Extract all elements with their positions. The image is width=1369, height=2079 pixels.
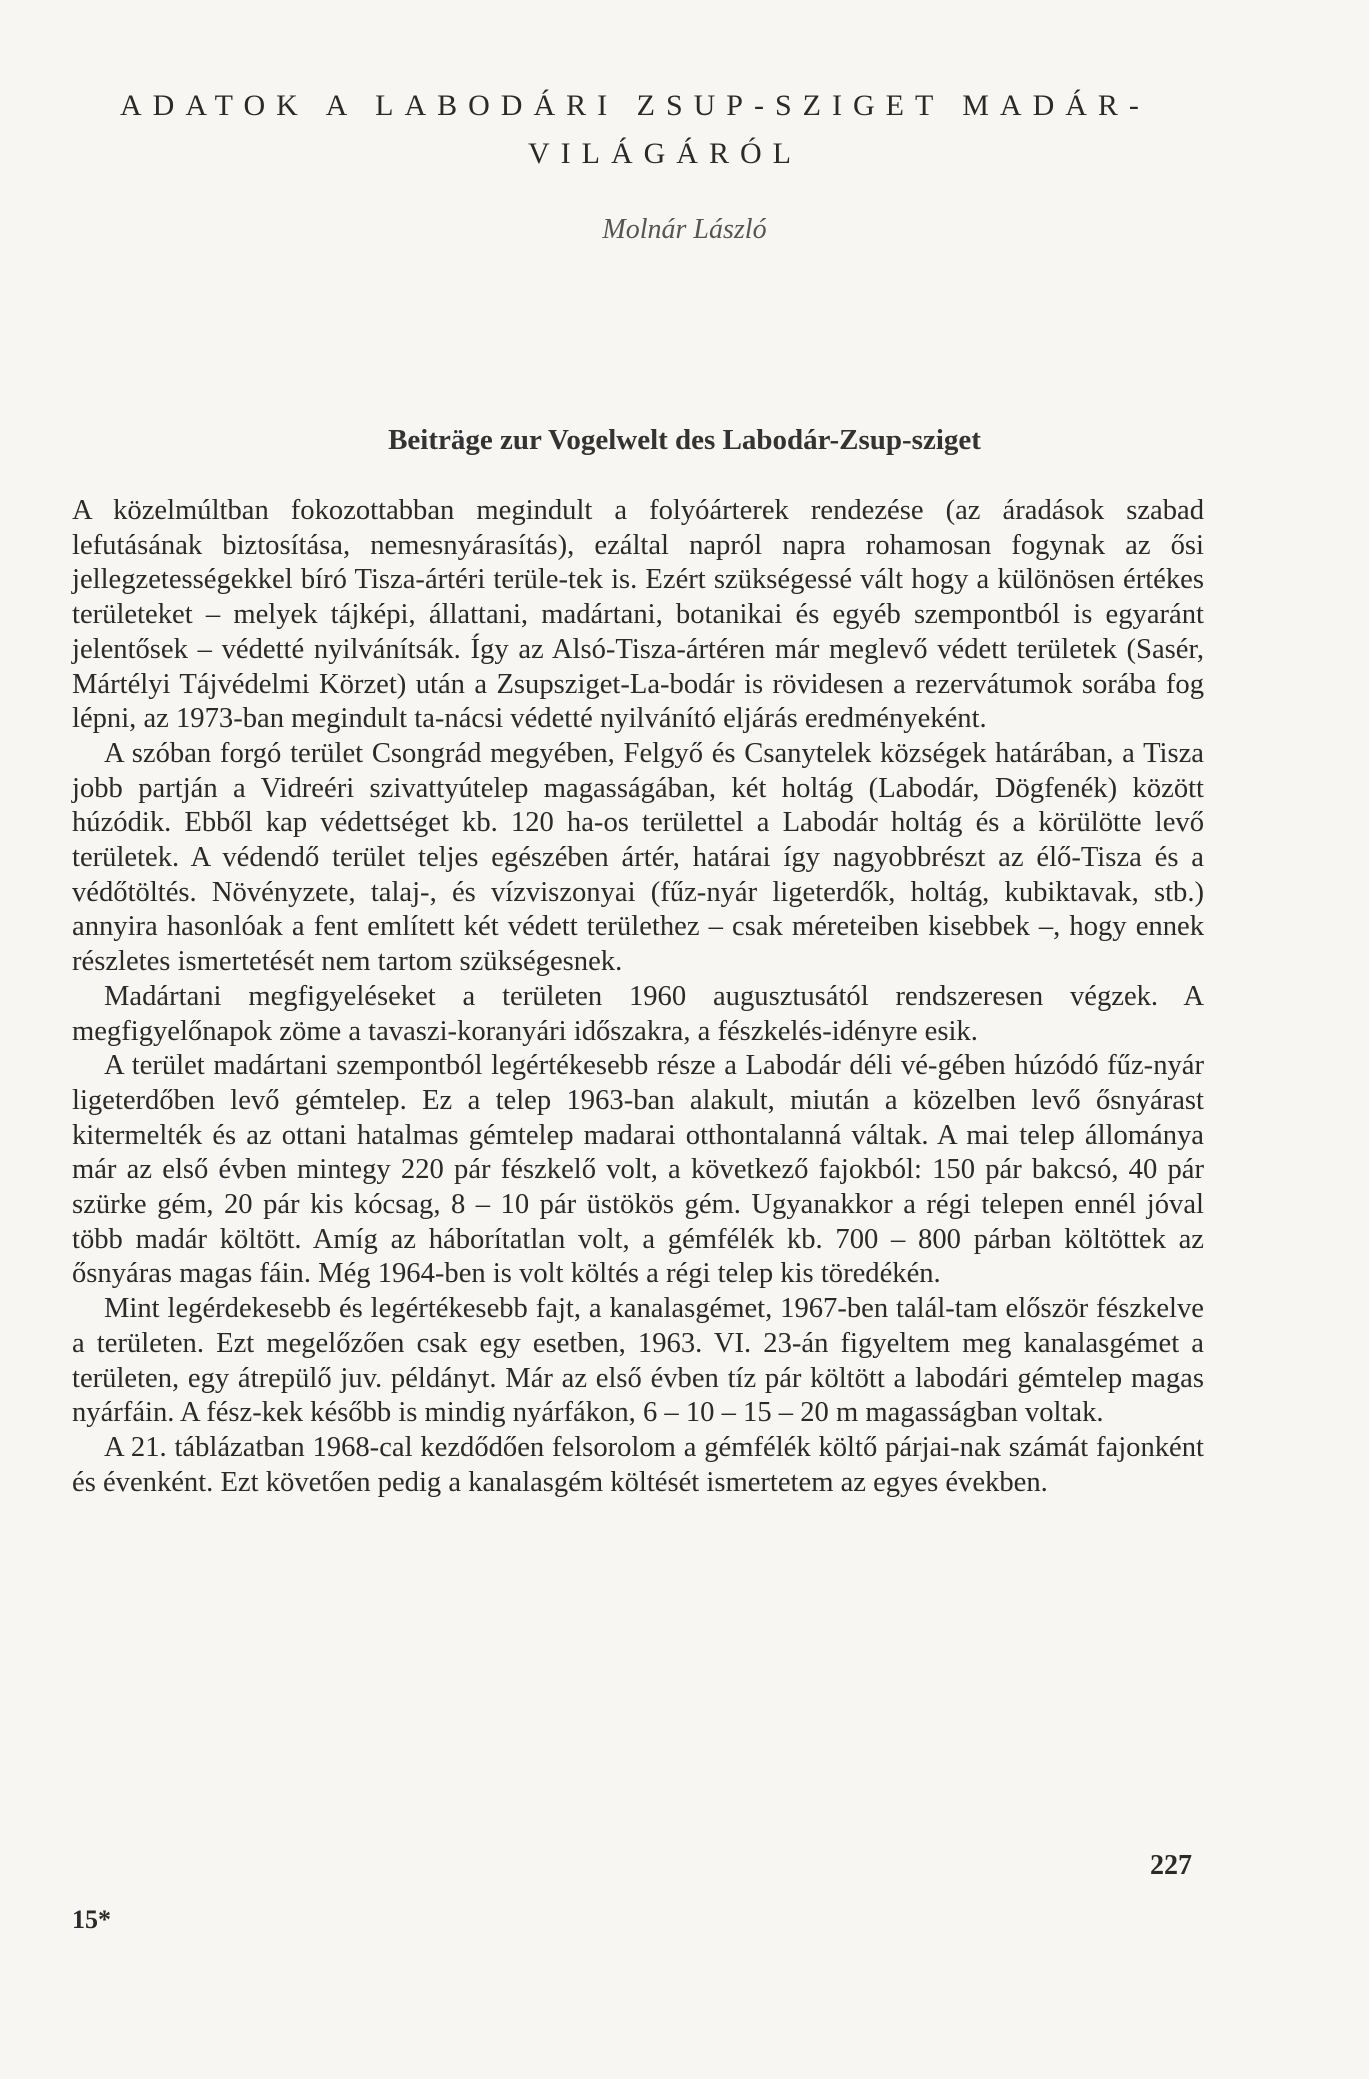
article-title-line-1: ADATOK A LABODÁRI ZSUP-SZIGET MADÁR- (120, 89, 1150, 122)
page-number: 227 (1150, 1850, 1192, 1881)
author-name: Molnár László (602, 214, 767, 245)
german-subtitle: Beiträge zur Vogelwelt des Labodár-Zsup-sziget (388, 424, 981, 456)
signature-mark: 15* (72, 1905, 111, 1934)
paragraph-2: A szóban forgó terület Csongrád megyében, Felgyő és Csanytelek községek határában, a Tisza jobb partján a Vidreéri szivattyútelep magasságában, két holtág (Labodár, Dögfenék) között húzódik. Ebből kap védettséget kb. 120 ha-os területtel a Labodár holtág és a körülötte levő területek. A védendő terület teljes egészében ártér, határai így nagyobbrészt az élő-Tisza és a védőtöltés. Növényzete, talaj-, és vízviszonyai (fűz-nyár ligeterdők, holtág, kubiktavak, stb.) annyira hasonlóak a fent említett két védett területhez – csak méreteiben kisebbek –, hogy ennek részletes ismertetését nem tartom szükségesnek. (72, 737, 1204, 978)
paragraph-4: A terület madártani szempontból legértékesebb része a Labodár déli vé-gében húzódó fűz-nyár ligeterdőben levő gémtelep. Ez a telep 1963-ban alakult, miután a közelben levő ősnyárast kitermelték és az ottani hatalmas gémtelep madarai otthontalanná váltak. A mai telep állománya már az első évben mintegy 220 pár fészkelő volt, a következő fajokból: 150 pár bakcsó, 40 pár szürke gém, 20 pár kis kócsag, 8 – 10 pár üstökös gém. Ugyanakkor a régi telepen ennél jóval több madár költött. Amíg az háborítatlan volt, a gémfélék kb. 700 – 800 párban költöttek az ősnyáras magas fáin. Még 1964-ben is volt költés a régi telep kis töredékén. (72, 1050, 1204, 1290)
paragraph-6: A 21. táblázatban 1968-cal kezdődően felsorolom a gémfélék költő párjai-nak számát fajonként és évenként. Ezt követően pedig a kanalasgém költését ismertetem az egyes években. (72, 1431, 1204, 1498)
paragraph-5: Mint legérdekesebb és legértékesebb fajt, a kanalasgémet, 1967-ben talál-tam először fészkelve a területen. Ezt megelőzően csak egy esetben, 1963. VI. 23-án figyeltem meg kanalasgémet a területen, egy átrepülő juv. példányt. Már az első évben tíz pár költött a labodári gémtelep magas nyárfáin. A fész-kek később is mindig nyárfákon, 6 – 10 – 15 – 20 m magasságban voltak. (72, 1293, 1204, 1429)
paragraph-1: A közelmúltban fokozottabban megindult a folyóárterek rendezése (az áradások szabad lefutásának biztosítása, nemesnyárasítás), ezáltal napról napra rohamosan fogynak az ősi jellegzetességekkel bíró Tisza-ártéri terüle-tek is. Ezért szükségessé vált hogy a különösen értékes területeket – melyek tájképi, állattani, madártani, botanikai és egyéb szempontból is egyaránt jelentősek – védetté nyilvánítsák. Így az Alsó-Tisza-ártéren már meglevő védett területek (Sasér, Mártélyi Tájvédelmi Körzet) után a Zsupsziget-La-bodár is rövidesen a rezervátumok sorába fog lépni, az 1973-ban megindult ta-nácsi védetté nyilvánító eljárás eredményeként. (72, 495, 1204, 735)
paragraph-3: Madártani megfigyeléseket a területen 1960 augusztusától rendszeresen végzek. A megfigyelőnapok zöme a tavaszi-koranyári időszakra, a fészkelés-idényre esik. (72, 980, 1204, 1047)
article-title (120, 82, 1280, 178)
article-title-line-2: VILÁGÁRÓL (528, 137, 802, 170)
article-body (72, 494, 1204, 1500)
